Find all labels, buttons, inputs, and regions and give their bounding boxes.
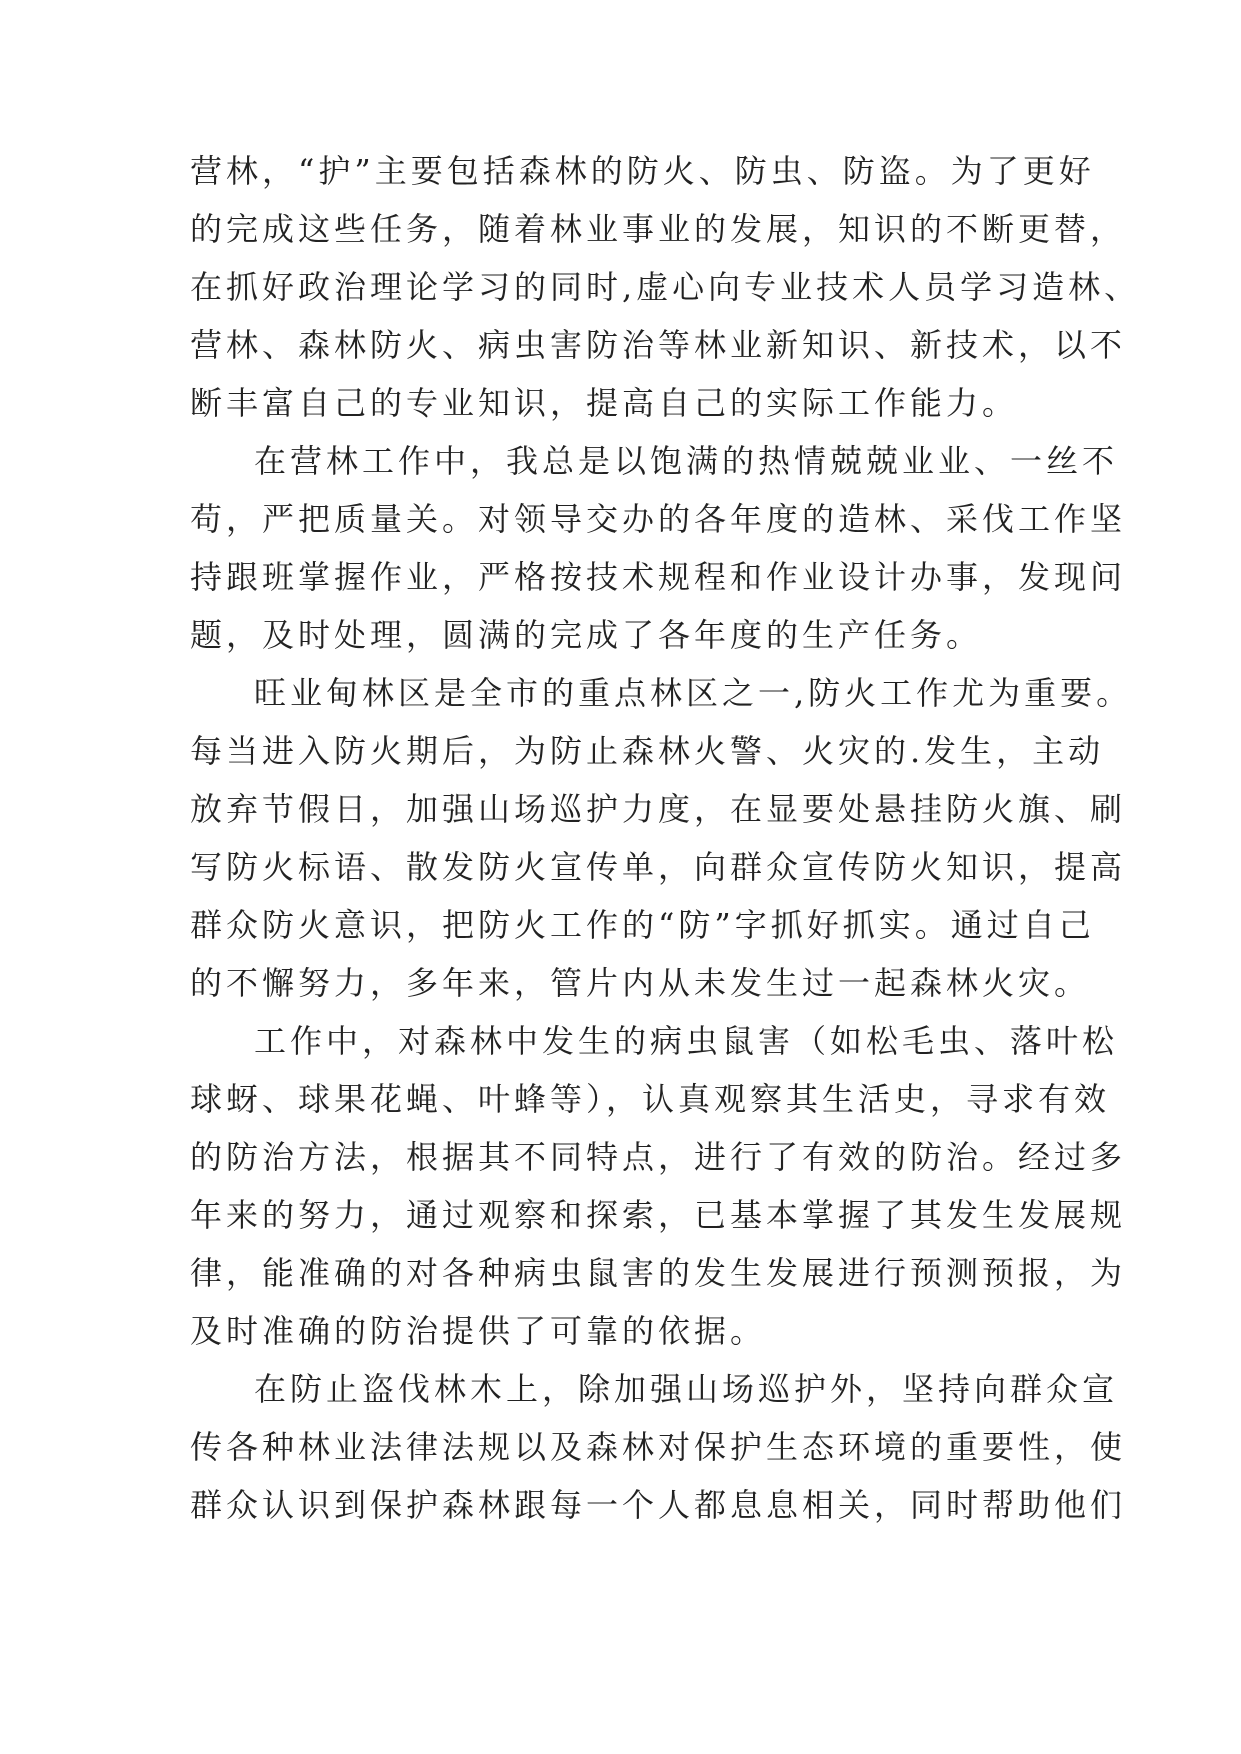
text-line: 群众防火意识，把防火工作的“防”字抓好抓实。通过自己 [190, 906, 1095, 944]
text-line: 营林、森林防火、病虫害防治等林业新知识、新技术，以不 [190, 326, 1127, 364]
text-line: 的防治方法，根据其不同特点，进行了有效的防治。经过多 [190, 1138, 1127, 1176]
text-line: 苟，严把质量关。对领导交办的各年度的造林、采伐工作坚 [190, 500, 1127, 538]
text-line: 放弃节假日，加强山场巡护力度，在显要处悬挂防火旗、刷 [190, 790, 1127, 828]
text-line: 群众认识到保护森林跟每一个人都息息相关，同时帮助他们 [190, 1486, 1127, 1524]
text-line: 律，能准确的对各种病虫鼠害的发生发展进行预测预报，为 [190, 1254, 1127, 1292]
text-line: 题，及时处理，圆满的完成了各年度的生产任务。 [190, 616, 983, 654]
text-line: 持跟班掌握作业，严格按技术规程和作业设计办事，发现问 [190, 558, 1127, 596]
text-line: 传各种林业法律法规以及森林对保护生态环境的重要性，使 [190, 1428, 1127, 1466]
text-line: 球蚜、球果花蝇、叶蜂等），认真观察其生活史，寻求有效 [190, 1080, 1111, 1118]
text-line: 每当进入防火期后，为防止森林火警、火灾的.发生，主动 [190, 732, 1105, 770]
text-line: 工作中，对森林中发生的病虫鼠害（如松毛虫、落叶松 [254, 1022, 1119, 1060]
text-line: 断丰富自己的专业知识，提高自己的实际工作能力。 [190, 384, 1019, 422]
text-line: 及时准确的防治提供了可靠的依据。 [190, 1312, 767, 1350]
text-line: 在防止盗伐林木上，除加强山场巡护外，坚持向群众宣 [254, 1370, 1119, 1408]
text-line: 的不懈努力，多年来，管片内从未发生过一起森林火灾。 [190, 964, 1091, 1002]
text-line: 营林，“护”主要包括森林的防火、防虫、防盗。为了更好 [190, 152, 1095, 190]
text-line: 写防火标语、散发防火宣传单，向群众宣传防火知识，提高 [190, 848, 1127, 886]
text-line: 在抓好政治理论学习的同时,虚心向专业技术人员学习造林、 [190, 268, 1141, 306]
text-line: 年来的努力，通过观察和探索，已基本掌握了其发生发展规 [190, 1196, 1127, 1234]
text-line: 旺业甸林区是全市的重点林区之一,防火工作尤为重要。 [254, 674, 1133, 712]
text-line: 的完成这些任务，随着林业事业的发展，知识的不断更替， [190, 210, 1127, 248]
text-line: 在营林工作中，我总是以饱满的热情兢兢业业、一丝不 [254, 442, 1119, 480]
